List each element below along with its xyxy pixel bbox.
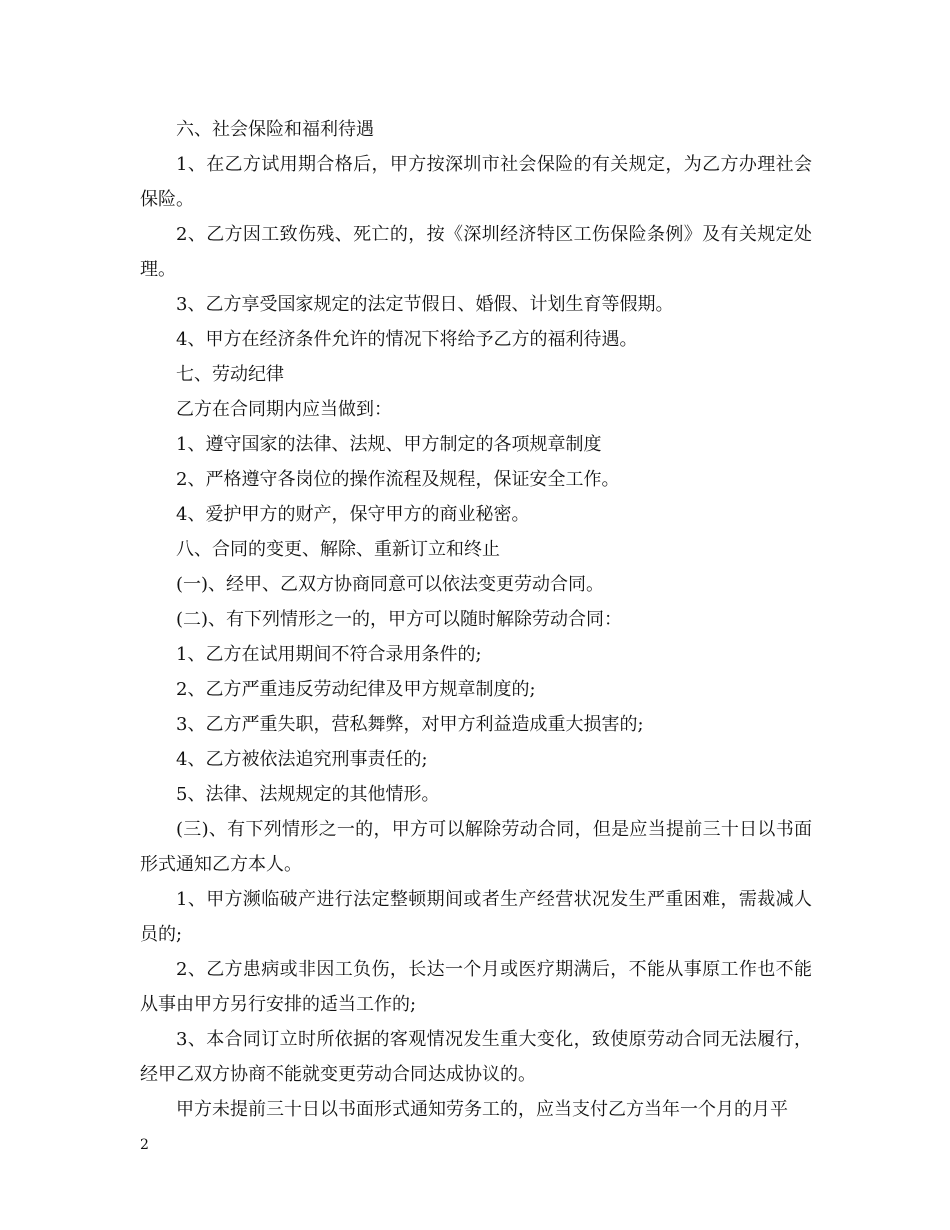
paragraph: 4、甲方在经济条件允许的情况下将给予乙方的福利待遇。	[176, 329, 638, 350]
paragraph: 4、爱护甲方的财产，保守甲方的商业秘密。	[176, 504, 530, 525]
document-body	[140, 112, 812, 1127]
paragraph: 2、乙方因工致伤残、死亡的，按《深圳经济特区工伤保险条例》及有关规定处理。	[140, 224, 812, 280]
section-heading-contract-changes: 八、合同的变更、解除、重新订立和终止	[176, 539, 500, 560]
paragraph: 2、乙方严重违反劳动纪律及甲方规章制度的;	[176, 679, 536, 700]
paragraph: 1、甲方濒临破产进行法定整顿期间或者生产经营状况发生严重困难，需裁减人员的;	[140, 889, 812, 945]
paragraph: 3、乙方享受国家规定的法定节假日、婚假、计划生育等假期。	[176, 294, 674, 315]
paragraph: (二)、有下列情形之一的，甲方可以随时解除劳动合同：	[176, 609, 623, 630]
paragraph: 2、乙方患病或非因工负伤，长达一个月或医疗期满后，不能从事原工作也不能从事由甲方另行安排的适当工作的;	[140, 959, 812, 1015]
paragraph: 3、乙方严重失职，营私舞弊，对甲方利益造成重大损害的;	[176, 714, 644, 735]
section-heading-social-insurance: 六、社会保险和福利待遇	[176, 119, 374, 140]
paragraph: (三)、有下列情形之一的，甲方可以解除劳动合同，但是应当提前三十日以书面形式通知乙方本人。	[140, 819, 812, 875]
paragraph: 1、遵守国家的法律、法规、甲方制定的各项规章制度	[176, 434, 602, 455]
paragraph: 乙方在合同期内应当做到：	[176, 399, 392, 420]
paragraph: 4、乙方被依法追究刑事责任的;	[176, 749, 428, 770]
paragraph: 甲方未提前三十日以书面形式通知劳务工的，应当支付乙方当年一个月的月平	[176, 1099, 788, 1120]
paragraph: 5、法律、法规规定的其他情形。	[176, 784, 440, 805]
paragraph: 1、乙方在试用期间不符合录用条件的;	[176, 644, 482, 665]
paragraph: 1、在乙方试用期合格后，甲方按深圳市社会保险的有关规定，为乙方办理社会保险。	[140, 154, 812, 210]
paragraph: 2、严格遵守各岗位的操作流程及规程，保证安全工作。	[176, 469, 620, 490]
paragraph: 3、本合同订立时所依据的客观情况发生重大变化，致使原劳动合同无法履行，经甲乙双方协商不能就变更劳动合同达成协议的。	[140, 1029, 812, 1085]
section-heading-labor-discipline: 七、劳动纪律	[176, 364, 284, 385]
page-number: 2	[140, 1137, 149, 1153]
paragraph: (一)、经甲、乙双方协商同意可以依法变更劳动合同。	[176, 574, 605, 595]
